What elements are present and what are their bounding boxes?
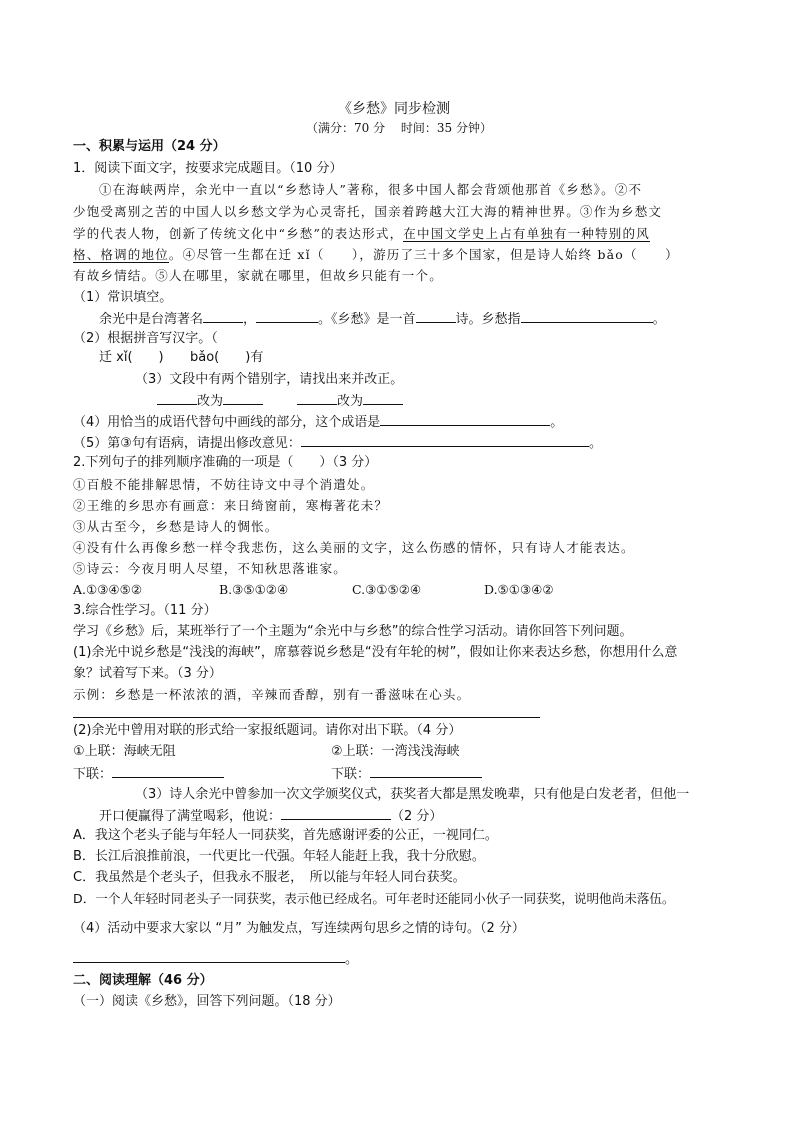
underlined-phrase: 在中国文学史上占有单独有一种特别的风 [403,226,650,241]
question-1-prompt: 1．阅读下面文字，按要求完成题目。（10 分） [73,161,343,176]
underlined-phrase: 格、格调的地位 [73,247,169,262]
q2-sentence: ③从古至今，乡愁是诗人的惆怅。 [73,519,279,534]
q1-sub3-label: （3）文段中有两个错别字，请找出来并改正。 [135,372,404,387]
q1-sub2-item: 迁 xǐ( ) [99,350,164,365]
xialian-1: 下联： [73,764,224,784]
q3-intro: 学习《乡愁》后，某班举行了一个主题为“余光中与乡愁”的综合性学习活动。请你回答下列问题。 [73,624,633,639]
answer-blank[interactable] [370,764,482,778]
q3-sub2-label: (2)余光中曾用对联的形式给一家报纸题词。请你对出下联。（4 分） [73,723,462,738]
answer-blank[interactable] [297,391,337,405]
answer-blank[interactable] [112,764,224,778]
q3-example: 示例：乡愁是一杯浓浓的酒，辛辣而香醇，别有一番滋味在心头。 [73,687,471,702]
section-2-subheading: （一）阅读《乡愁》，回答下列问题。（18 分） [73,994,341,1009]
score-time-info: （满分：70 分 时间：35 分钟） [306,121,492,135]
q3-sub1: 象？试着写下来。（3 分） [73,666,222,681]
passage-line: 少饱受离别之苦的中国人以乡愁文学为心灵寄托，国亲着跨越大江大海的精神世界。③作为乡愁文 [73,204,663,219]
passage-line [73,246,679,264]
q1-sub3-fill: 改为 [297,391,403,411]
xialian-2: 下联： [331,764,482,784]
q1-sub4: （4）用恰当的成语代替句中画线的部分，这个成语是 。 [73,412,563,432]
passage-segment: 。④尽管一生都在迁 xǐ（ ），游历了三十多个国家，但是诗人始终 bǎo（ ） [168,247,679,262]
answer-blank[interactable] [203,309,243,323]
q3-choice-d[interactable]: D．一个人年轻时同老头子一同获奖，表示他已经成名。可年老时还能同小伙子一同获奖，说明他尚未落伍。 [73,891,675,906]
passage-line [73,225,650,243]
answer-blank[interactable] [521,309,653,323]
q3-sub4: （4）活动中要求大家以 “月” 为触发点，写连续两句思乡之情的诗句。（2 分） [73,921,525,936]
passage-segment: 学的代表人物，创新了传统文化中“乡愁”的表达形式， [73,226,404,241]
q3-sub4-answer: 。 [73,949,358,969]
q3-choice-a[interactable]: A．我这个老头子能与年轻人一同获奖，首先感谢评委的公正，一视同仁。 [73,828,498,843]
passage-line: ①在海峡两岸，余光中一直以“乡愁诗人”著称，很多中国人都会背颂他那首《乡愁》。②不 [99,182,643,197]
answer-blank[interactable] [256,309,318,323]
q2-option-d[interactable]: D.⑤①③④② [484,582,554,597]
q1-sub1-fill: 余光中是台湾著名 ， 。《乡愁》是一首 诗。乡愁指 。 [99,309,666,329]
q2-option-a[interactable]: A.①③④⑤② [73,582,143,597]
q3-sub3: （3）诗人余光中曾参加一次文学颁奖仪式，获奖者大都是黑发晚辈，只有他是白发老者，但他一 [135,787,690,802]
q1-sub2-label: （2）根据拼音写汉字。（ [73,331,218,346]
section-1-heading: 一、积累与运用（24 分） [73,139,226,154]
q2-sentence: ⑤诗云：今夜月明人尽望，不知秋思落谁家。 [73,561,348,576]
answer-blank[interactable] [73,949,345,963]
q3-sub3: 开口便赢得了满堂喝彩，他说： （2 分） [99,806,442,826]
question-3-prompt: 3.综合性学习。（11 分） [73,603,217,618]
answer-blank[interactable] [380,412,550,426]
answer-blank[interactable] [301,433,589,447]
answer-blank[interactable] [223,391,263,405]
q2-sentence: ①百般不能排解思情，不妨往诗文中寻个消遣处。 [73,477,375,492]
page-title: 《乡愁》同步检测 [338,101,450,117]
question-2-prompt: 2.下列句子的排列顺序准确的一项是（ ）（3 分） [73,455,378,470]
answer-blank[interactable] [281,806,391,820]
answer-blank[interactable] [157,391,197,405]
q2-option-c[interactable]: C.③①⑤②④ [352,582,422,597]
q3-choice-c[interactable]: C．我虽然是个老头子，但我永不服老， 所以能与年轻人同台获奖。 [73,870,466,885]
section-2-heading: 二、阅读理解（46 分） [73,973,213,988]
answer-blank[interactable] [363,391,403,405]
q2-sentence: ②王维的乡思亦有画意：来日绮窗前，寒梅著花未？ [73,498,389,513]
answer-blank[interactable] [416,309,456,323]
q1-sub5: （5）第③句有语病，请提出修改意见： 。 [73,433,602,453]
q1-sub1-label: （1）常识填空。 [73,290,173,305]
q1-sub3-fill: 改为 [157,391,263,411]
q1-sub2-item: bǎo( )有 [190,350,264,365]
answer-line[interactable] [73,717,540,718]
couplet-2: ②上联：一湾浅浅海峡 [331,744,460,759]
q2-sentence: ④没有什么再像乡愁一样令我悲伤，这么美丽的文字，这么伤感的情怀，只有诗人才能表达。 [73,540,635,555]
couplet-1: ①上联：海峡无阻 [73,744,176,759]
q3-sub1: (1)余光中说乡愁是“浅浅的海峡”，席慕蓉说乡愁是“没有年轮的树”，假如让你来表达乡愁，你想用什么意 [73,645,678,660]
q3-choice-b[interactable]: B．长江后浪推前浪，一代更比一代强。年轻人能赶上我，我十分欣慰。 [73,849,485,864]
q2-option-b[interactable]: B.③⑤①②④ [219,582,289,597]
passage-line: 有故乡情结。⑤人在哪里，家就在哪里，但故乡只能有一个。 [73,268,443,283]
